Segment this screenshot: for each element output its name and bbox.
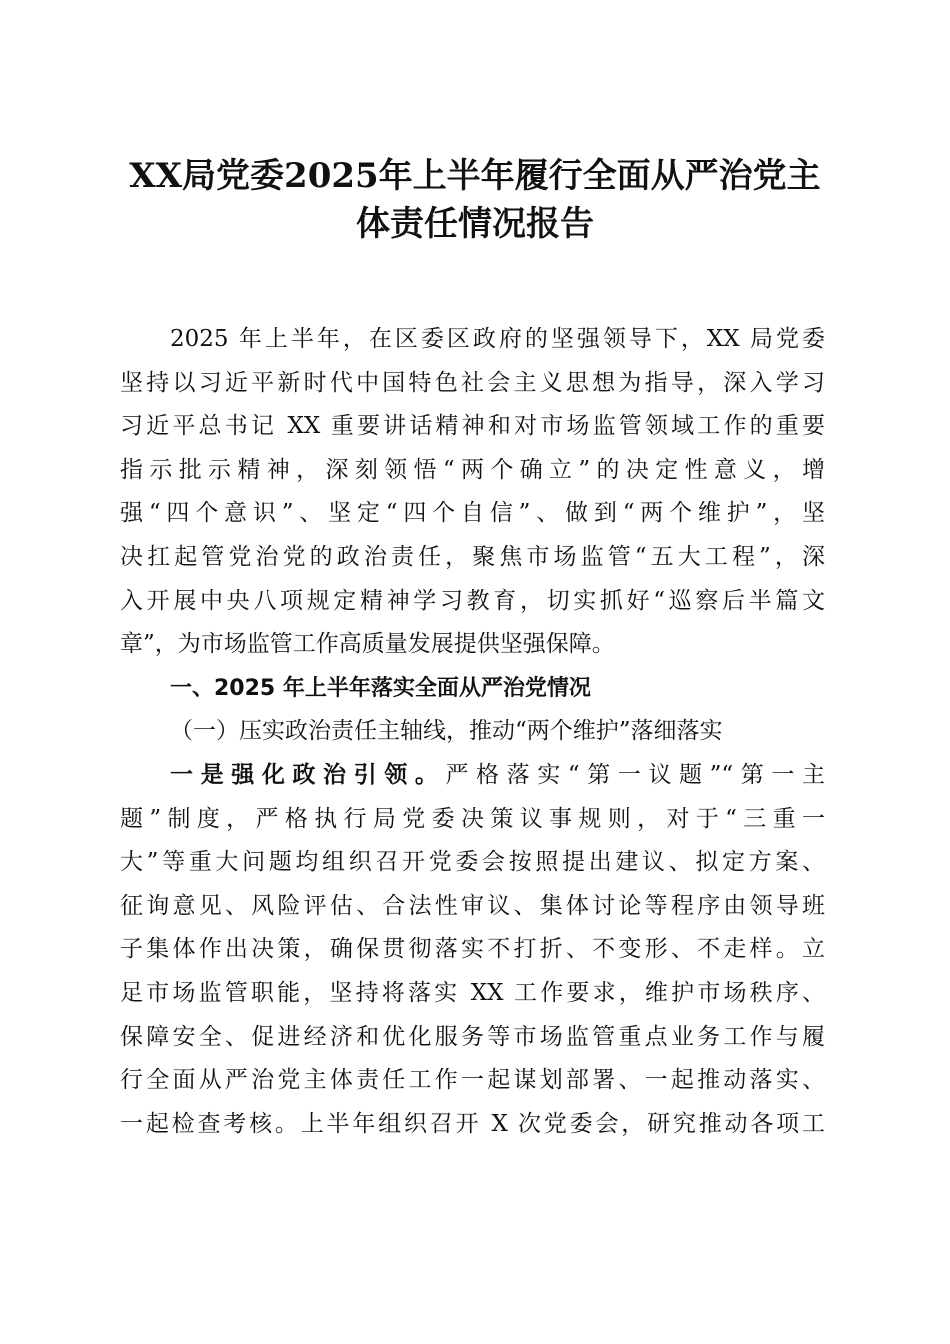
paragraph-lead: 一是强化政治引领。 bbox=[170, 761, 446, 788]
intro-line: 习近平总书记 XX 重要讲话精神和对市场监管领域工作的重要 bbox=[120, 413, 825, 440]
intro-line: 2025 年上半年，在区委区政府的坚强领导下，XX 局党委 bbox=[170, 326, 825, 352]
paragraph-line: 大”等重大问题均组织召开党委会按照提出建议、拟定方案、 bbox=[120, 849, 825, 876]
title-line-2: 体责任情况报告 bbox=[356, 204, 594, 244]
title-line-1: XX局党委2025年上半年履行全面从严治党主 bbox=[129, 156, 821, 196]
intro-line: 入开展中央八项规定精神学习教育，切实抓好“巡察后半篇文 bbox=[120, 587, 825, 614]
intro-line: 决扛起管党治党的政治责任，聚焦市场监管“五大工程”，深 bbox=[120, 543, 825, 570]
intro-line: 坚持以习近平新时代中国特色社会主义思想为指导，深入学习 bbox=[120, 369, 825, 396]
paragraph-line: 子集体作出决策，确保贯彻落实不打折、不变形、不走样。立 bbox=[120, 936, 825, 963]
document-title bbox=[100, 152, 850, 248]
intro-line: 指示批示精神，深刻领悟“两个确立”的决定性意义，增 bbox=[120, 456, 825, 483]
paragraph-first-line bbox=[120, 754, 825, 798]
paragraph-line: 题”制度，严格执行局党委决策议事规则，对于“三重一 bbox=[120, 805, 825, 832]
paragraph-line: 征询意见、风险评估、合法性审议、集体讨论等程序由领导班 bbox=[120, 892, 825, 919]
paragraph-line: 行全面从严治党主体责任工作一起谋划部署、一起推动落实、 bbox=[120, 1067, 825, 1094]
paragraph-first-text: 严格落实“第一议题”“第一主 bbox=[445, 761, 825, 788]
intro-line: 章”，为市场监管工作高质量发展提供坚强保障。 bbox=[120, 631, 615, 658]
intro-line: 强“四个意识”、坚定“四个自信”、做到“两个维护”，坚 bbox=[120, 500, 825, 527]
paragraph-line: 一起检查考核。上半年组织召开 X 次党委会，研究推动各项工 bbox=[120, 1110, 825, 1137]
paragraph-line: 足市场监管职能，坚持将落实 XX 工作要求，维护市场秩序、 bbox=[120, 979, 825, 1006]
subsection-heading: （一）压实政治责任主轴线，推动“两个维护”落细落实 bbox=[170, 718, 723, 745]
paragraph-line: 保障安全、促进经济和优化服务等市场监管重点业务工作与履 bbox=[120, 1023, 825, 1050]
section-heading: 一、2025 年上半年落实全面从严治党情况 bbox=[170, 675, 591, 701]
document-body bbox=[120, 318, 825, 1146]
